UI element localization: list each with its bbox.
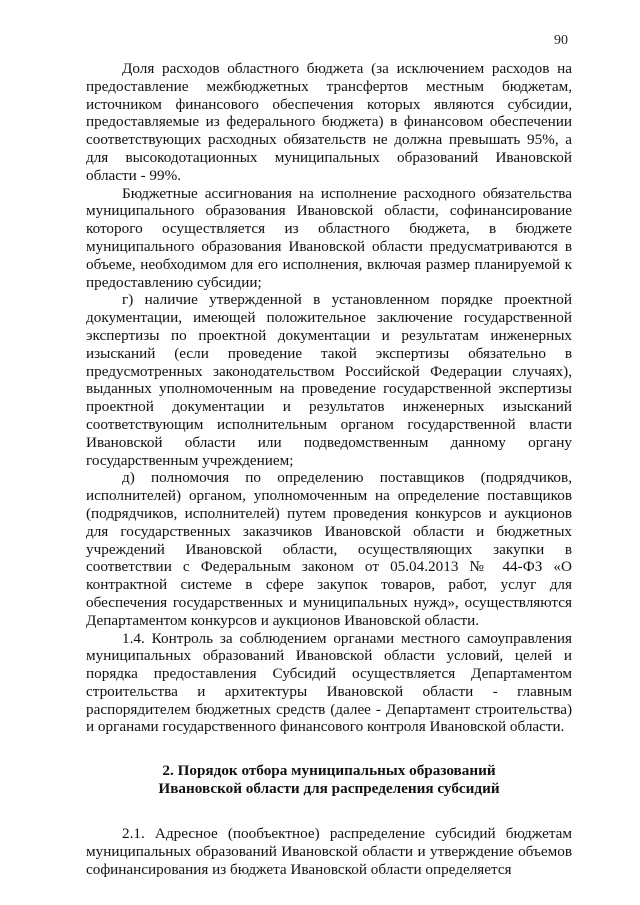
paragraph-1-4-control: 1.4. Контроль за соблюдением органами местного самоуправления муниципальных образований Ивановской области условий, целей и порядка предоставления Субсидий осуществляется Департаментом строительства и архитектуры Ивановской области - главным распорядителем бюджетных средств (далее - Департамент строительства) и органами государственного финансового контроля Ивановской области. [86, 629, 572, 736]
paragraph-cofinancing-share: Доля расходов областного бюджета (за исключением расходов на предоставление межбюджетных трансфертов местным бюджетам, источником финансового обеспечения которых являются субсидии, предоставляемые из федерального бюджета) в финансовом обеспечении соответствующих расходных обязательств не должна превышать 95%, а для высокодотационных муниципальных образований Ивановской области - 99%. [86, 60, 572, 184]
paragraph-item-g-project-documentation: г) наличие утвержденной в установленном порядке проектной документации, имеющей положительное заключение государственной экспертизы по проектной документации и результатам инженерных изысканий (если проведение такой экспертизы обязательно в предусмотренных законодательством Российской Федерации случаях), выданных уполномоченным на проведение государственной экспертизы проектной документации и результатов инженерных изысканий соответствующим исполнительным органом государственной власти Ивановской области или подведомственным данному органу государственным учреждением; [86, 291, 572, 469]
section-heading-line-1: 2. Порядок отбора муниципальных образований [162, 762, 496, 780]
document-body [86, 60, 572, 879]
page-number: 90 [554, 33, 568, 48]
section-heading-line-2: Ивановской области для распределения субсидий [158, 780, 500, 798]
section-heading [86, 762, 572, 798]
paragraph-2-1-distribution: 2.1. Адресное (пообъектное) распределение субсидий бюджетам муниципальных образований Ивановской области и утверждение объемов софинансирования из бюджета Ивановской области определяется [86, 825, 572, 878]
paragraph-item-d-procurement-powers: д) полномочия по определению поставщиков (подрядчиков, исполнителей) органом, уполномоченным на определение поставщиков (подрядчиков, исполнителей) путем проведения конкурсов и аукционов для государственных заказчиков Ивановской области и бюджетных учреждений Ивановской области, осуществляющих закупки в соответствии с Федеральным законом от 05.04.2013 № 44-ФЗ «О контрактной системе в сфере закупок товаров, работ, услуг для обеспечения государственных и муниципальных нужд», осуществляются Департаментом конкурсов и аукционов Ивановской области. [86, 469, 572, 629]
paragraph-budget-allocations: Бюджетные ассигнования на исполнение расходного обязательства муниципального образования Ивановской области, софинансирование которого осуществляется из областного бюджета, в бюджете муниципального образования Ивановской области предусматриваются в объеме, необходимом для его исполнения, включая размер планируемой к предоставлению субсидии; [86, 184, 572, 291]
